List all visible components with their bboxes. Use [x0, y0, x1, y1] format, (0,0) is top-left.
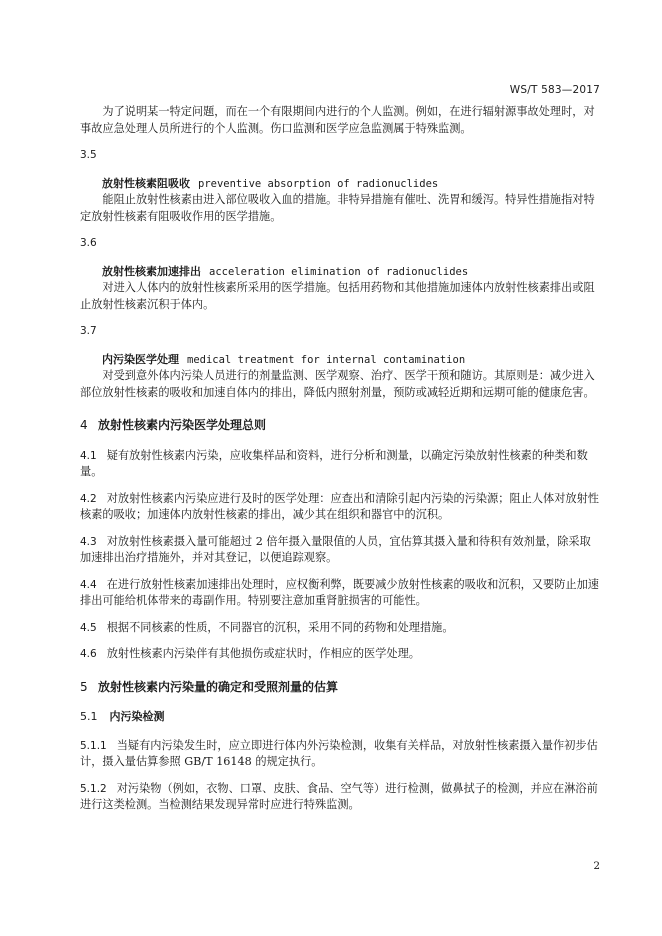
- clause-text: 根据不同核素的性质，不同器官的沉积，采用不同的药物和处理措施。: [106, 620, 454, 634]
- page-number: 2: [593, 860, 600, 872]
- term-en: acceleration elimination of radionuclides: [209, 265, 469, 278]
- term-heading-3-6: [102, 264, 600, 281]
- page-content: [80, 104, 600, 824]
- term-definition-3-5: 能阻止放射性核素由进入部位吸收入血的措施。非特异措施有催吐、洗胃和缓泻。特异性措施指对特定放射性核素有阻吸收作用的医学措施。: [80, 193, 595, 223]
- term-zh: 放射性核素阻吸收: [102, 176, 190, 190]
- section-4-heading: [80, 417, 600, 434]
- clause-text: 对放射性核素摄入量可能超过 2 倍年摄入量限值的人员，宜估算其摄入量和待积有效剂量，除采取加速排出治疗措施外，并对其登记，以便追踪观察。: [80, 534, 591, 564]
- term-definition-3-7: 对受到意外体内污染人员进行的剂量监测、医学观察、治疗、医学干预和随访。其原则是：减少进入部位放射性核素的吸收和加速自体内的排出，降低内照射剂量，预防或减轻近期和远期可能的健康危害。: [80, 369, 595, 399]
- clause-5-1-2: [80, 781, 600, 814]
- clause-text: 放射性核素内污染伴有其他损伤或症状时，作相应的医学处理。: [106, 647, 420, 660]
- subsection-title: 内污染检测: [109, 710, 165, 723]
- clause-text: 对放射性核素内污染应进行及时的医学处理：应查出和清除引起内污染的污染源；阻止人体对放射性核素的吸收；加速体内放射性核素的排出，减少其在组织和器官中的沉积。: [80, 491, 599, 521]
- clause-4-2: [80, 491, 600, 524]
- clause-text: 疑有放射性核素内污染，应收集样品和资料，进行分析和测量，以确定污染放射性核素的种类和数量。: [80, 448, 588, 478]
- clause-text: 当疑有内污染发生时，应立即进行体内外污染检测，收集有关样品，对放射性核素摄入量作初步估计，摄入量估算参照 GB/T 16148 的规定执行。: [80, 738, 598, 768]
- subsection-5-1-heading: [80, 709, 600, 726]
- term-heading-3-7: [102, 352, 600, 369]
- clause-number: 4.4: [80, 578, 97, 591]
- clause-number: 4.6: [80, 648, 97, 660]
- intro-paragraph: 为了说明某一特定问题，而在一个有限期间内进行的个人监测。例如，在进行辐射源事故处理时，对事故应急处理人员所进行的个人监测。伤口监测和医学应急监测属于特殊监测。: [80, 105, 595, 135]
- section-title: 放射性核素内污染医学处理总则: [98, 418, 267, 432]
- clause-4-1: [80, 448, 600, 481]
- section-number: 5: [80, 679, 88, 694]
- term-zh: 内污染医学处理: [102, 352, 179, 366]
- term-en: preventive absorption of radionuclides: [198, 177, 439, 190]
- term-definition-3-6: 对进入人体内的放射性核素所采用的医学措施。包括用药物和其他措施加速体内放射性核素排出或阻止放射性核素沉积于体内。: [80, 281, 595, 311]
- section-title: 放射性核素内污染量的确定和受照剂量的估算: [98, 679, 339, 694]
- clause-number: 4.3: [80, 535, 97, 548]
- clause-5-1-1: [80, 738, 600, 771]
- clause-4-3: [80, 534, 600, 567]
- term-heading-3-5: [102, 176, 600, 193]
- term-zh: 放射性核素加速排出: [102, 264, 201, 278]
- clause-number-3-7: 3.7: [80, 325, 97, 337]
- clause-4-5: [80, 620, 600, 637]
- clause-number-3-5: 3.5: [80, 149, 97, 161]
- clause-number: 5.1.1: [80, 739, 107, 752]
- clause-number: 4.5: [80, 621, 97, 634]
- section-number: 4: [80, 418, 88, 432]
- clause-4-6: [80, 646, 600, 663]
- clause-text: 在进行放射性核素加速排出处理时，应权衡利弊，既要减少放射性核素的吸收和沉积，又要防止加速排出可能给机体带来的毒副作用。特别要注意加重肾脏损害的可能性。: [80, 577, 599, 607]
- clause-text: 对污染物（例如，衣物、口罩、皮肤、食品、空气等）进行检测，做鼻拭子的检测，并应在淋浴前进行这类检测。当检测结果发现异常时应进行特殊监测。: [80, 781, 598, 811]
- term-en: medical treatment for internal contamination: [187, 353, 466, 366]
- clause-number: 4.2: [80, 492, 97, 505]
- clause-number-3-6: 3.6: [80, 237, 97, 249]
- clause-4-4: [80, 577, 600, 610]
- clause-number: 5.1.2: [80, 782, 107, 795]
- clause-number: 4.1: [80, 449, 97, 462]
- section-5-heading: [80, 679, 600, 696]
- subsection-number: 5.1: [80, 710, 98, 723]
- standard-code-header: WS/T 583—2017: [509, 84, 600, 96]
